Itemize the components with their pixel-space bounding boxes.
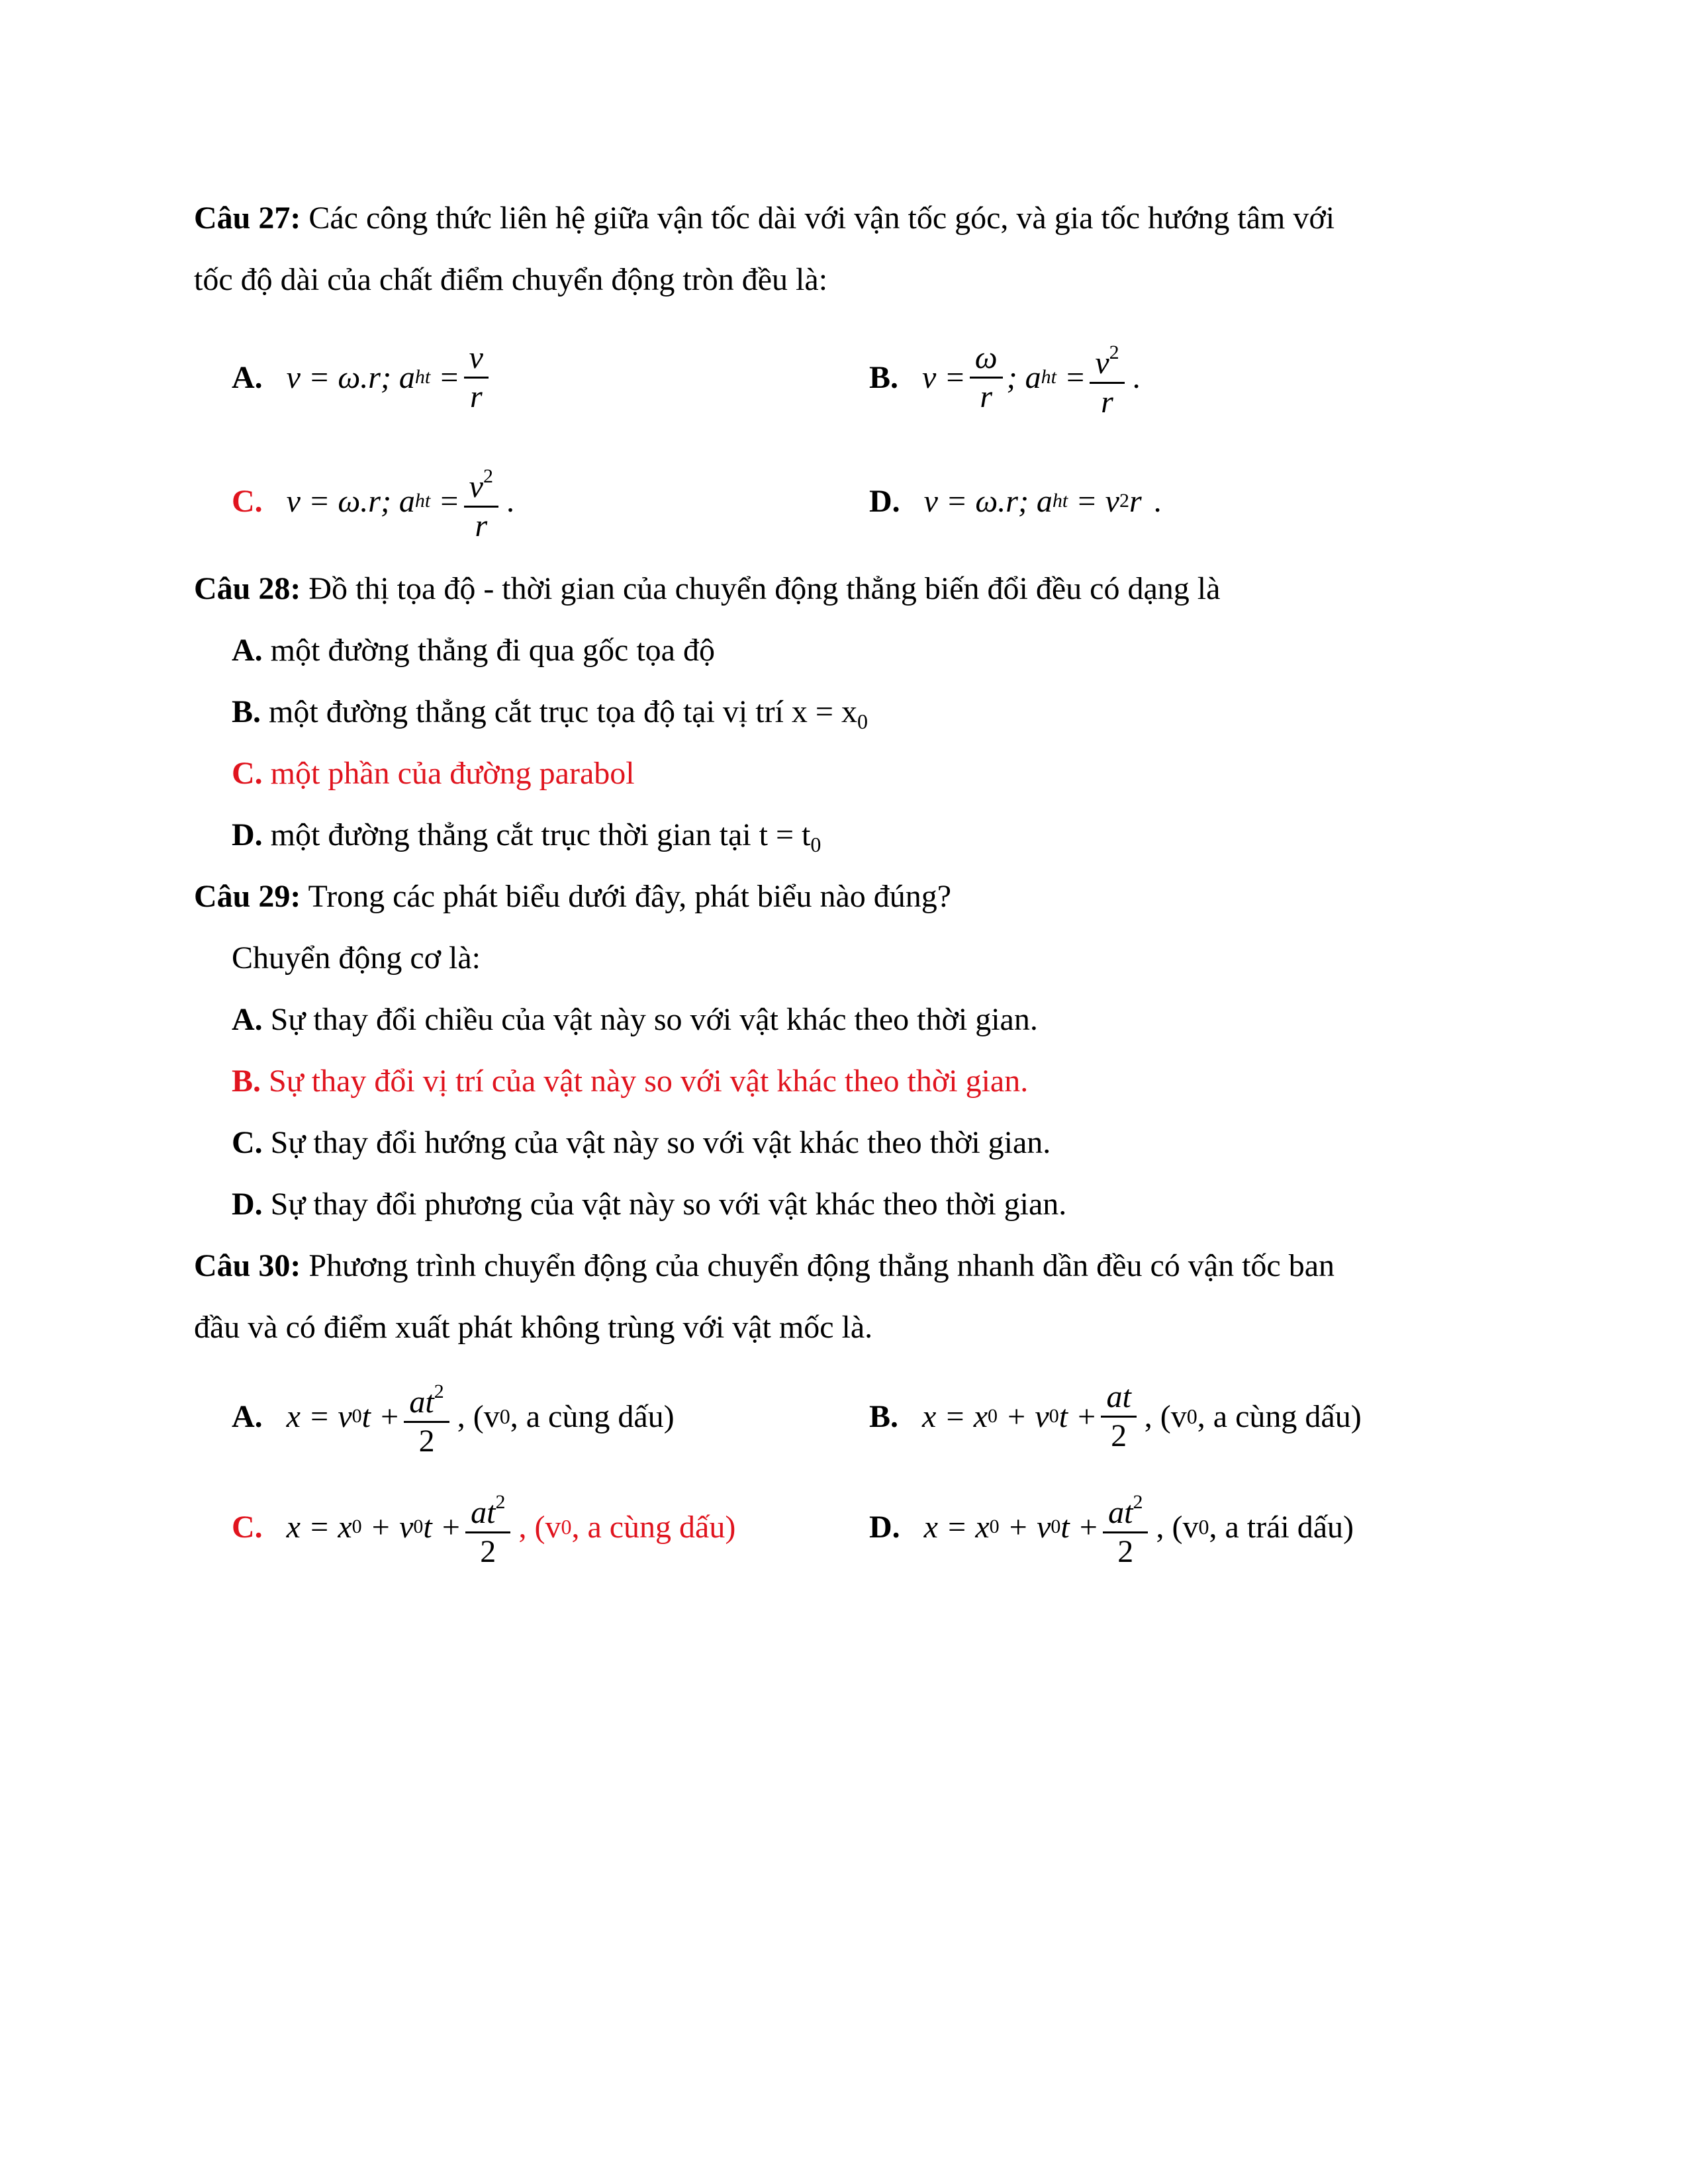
q29-label: Câu 29: <box>194 879 301 914</box>
q28-option-c-label: C. <box>232 756 263 791</box>
q28-option-d <box>232 815 821 864</box>
q27-option-a-label: A. <box>232 359 263 395</box>
q30-question <box>194 1246 1335 1286</box>
q30-option-d <box>869 1477 1354 1576</box>
q30-option-d-label: D. <box>869 1509 900 1545</box>
q29-option-d <box>232 1185 1066 1224</box>
q29-option-a-label: A. <box>232 1002 263 1037</box>
q30-label: Câu 30: <box>194 1248 301 1283</box>
q27-text-line2: tốc độ dài của chất điểm chuyển động tròn đều là: <box>194 262 828 297</box>
q27-option-a-formula: v = ω.r; a ht = $\frac{v}{r}$ <box>287 340 492 416</box>
q29-text: Trong các phát biểu dưới đây, phát biểu nào đúng? <box>308 879 952 914</box>
q28-option-b-text: một đường thẳng cắt trục tọa độ tại vị trí x = x <box>269 694 857 729</box>
q28-option-d-text: một đường thẳng cắt trục thời gian tại t = t <box>270 817 811 852</box>
q27-option-d-formula: v = ω.r; a ht = v 2 r . <box>923 483 1162 519</box>
q30-option-a-note: , (v 0 , a cùng dấu) <box>457 1398 675 1434</box>
q29-option-b-label: B. <box>232 1064 261 1099</box>
q27-question <box>194 199 1335 238</box>
q29-option-b-text: Sự thay đổi vị trí của vật này so với vật khác theo thời gian. <box>269 1064 1029 1099</box>
q30-option-a-label: A. <box>232 1398 263 1434</box>
q30-option-a-formula: x = v 0 t + $\frac{at^2}{2}$ <box>287 1373 453 1460</box>
q28-option-a-label: A. <box>232 633 263 668</box>
q27-question-line2 <box>194 260 827 300</box>
q27-text-line1: Các công thức liên hệ giữa vận tốc dài với vận tốc góc, và gia tốc hướng tâm với <box>308 201 1335 236</box>
q29-option-a-text: Sự thay đổi chiều của vật này so với vật khác theo thời gian. <box>270 1002 1038 1037</box>
q27-option-b <box>869 328 1141 427</box>
q30-option-b-formula: x = x 0 + v 0 t + $\frac{at}{2}$ <box>922 1379 1141 1455</box>
q28-option-a <box>232 631 715 670</box>
q27-option-b-formula: v = $\frac{\omega}{r}$ ; a ht = $\frac{v^2}{r}$ . <box>922 334 1141 421</box>
q30-option-c-note: , (v 0 , a cùng dấu) <box>518 1509 736 1545</box>
q28-label: Câu 28: <box>194 571 301 606</box>
q29-intro <box>232 938 481 978</box>
q27-option-c <box>232 451 514 551</box>
q28-question <box>194 569 1220 609</box>
q28-option-a-text: một đường thẳng đi qua gốc tọa độ <box>270 633 715 668</box>
q28-option-d-label: D. <box>232 817 263 852</box>
q29-intro-text: Chuyển động cơ là: <box>232 940 481 976</box>
q28-option-b <box>232 692 868 741</box>
q28-option-c-text: một phần của đường parabol <box>270 756 635 791</box>
q27-option-d-label: D. <box>869 483 900 519</box>
q27-option-c-formula: v = ω.r; a ht = $\frac{v^2}{r}$ . <box>287 458 514 545</box>
q28-option-b-label: B. <box>232 694 261 729</box>
q30-option-b-note: , (v 0 , a cùng dấu) <box>1144 1398 1362 1434</box>
q29-question <box>194 877 951 917</box>
q27-option-d <box>869 451 1162 551</box>
q27-option-a <box>232 328 492 427</box>
q30-option-d-formula: x = x 0 + v 0 t + $\frac{at^2}{2}$ <box>924 1484 1152 1570</box>
q30-option-a <box>232 1367 675 1466</box>
q30-text-line1: Phương trình chuyển động của chuyển động thẳng nhanh dần đều có vận tốc ban <box>308 1248 1335 1283</box>
q30-option-b-label: B. <box>869 1398 899 1434</box>
q30-option-c <box>232 1477 735 1576</box>
q28-option-c <box>232 754 635 794</box>
q30-option-c-formula: x = x 0 + v 0 t + $\frac{at^2}{2}$ <box>287 1484 515 1570</box>
q30-text-line2: đầu và có điểm xuất phát không trùng với vật mốc là. <box>194 1310 873 1345</box>
q27-option-b-label: B. <box>869 359 899 395</box>
q28-text: Đồ thị tọa độ - thời gian của chuyển động thẳng biến đổi đều có dạng là <box>308 571 1221 606</box>
q30-option-d-note: , (v 0 , a trái dấu) <box>1156 1509 1354 1545</box>
q27-label: Câu 27: <box>194 201 301 236</box>
q27-option-c-label: C. <box>232 483 263 519</box>
q28-option-d-sub: 0 <box>810 833 821 856</box>
q28-option-b-sub: 0 <box>857 709 868 733</box>
q29-option-c-text: Sự thay đổi hướng của vật này so với vật khác theo thời gian. <box>270 1125 1051 1160</box>
q29-option-c <box>232 1123 1051 1163</box>
q29-option-b <box>232 1062 1028 1101</box>
q30-option-b <box>869 1367 1362 1466</box>
q30-option-c-label: C. <box>232 1509 263 1545</box>
q29-option-d-text: Sự thay đổi phương của vật này so với vật khác theo thời gian. <box>270 1187 1067 1222</box>
q29-option-a <box>232 1000 1038 1040</box>
q29-option-d-label: D. <box>232 1187 263 1222</box>
q29-option-c-label: C. <box>232 1125 263 1160</box>
q30-question-line2 <box>194 1308 872 1347</box>
